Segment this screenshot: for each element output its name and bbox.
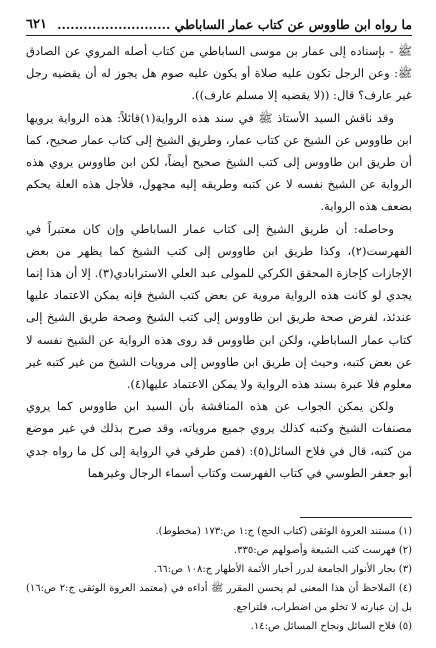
main-text (26, 40, 412, 484)
paragraph: وقد ناقش السيد الأستاذ ﷺ في سند هذه الرواية(١)قائلاً: هذه الرواية يرويها ابن طاووس عن الشيخ عن كتاب عمار، وطريق الشيخ إلى كتاب عمار صحيح، كما أن طريق ابن طاووس إلى كتب الشيخ صحيح أيضاً، لكن ابن طاووس يروي هذه الرواية عن الشيخ نفسه لا عن كتبه وطريقه إليه مجهول، فلأجل هذه العلة يحكم بضعف هذه الرواية. (26, 110, 412, 214)
page-number: ٦٢١ (26, 17, 47, 32)
footnote: (٤) الملاحظ أن هذا المعنى لم يحسن المقرر ﷺ أداءه في (معتمد العروة الوثقى ج:٢ ص:١٦) بل إن عبارته لا تخلو من اضطراب، فلتراجع. (26, 583, 412, 613)
footnote: (٥) فلاح السائل ونجاح المسائل ص:١٤. (250, 621, 412, 632)
footnote: (١) مستند العروة الوثقى (كتاب الحج) ج:١ ص:١٧٣ (مخطوط). (155, 526, 412, 537)
paragraph: وحاصله: أن طريق الشيخ إلى كتاب عمار الساباطي وإن كان معتبراً في الفهرست(٢)، وكذا طريق ابن طاووس إلى كتب الشيخ كما يظهر من بعض الإجازات كإجازة المحقق الكركي للمولى عبد العلي الاسترابادي(٣). إلا أن هذا إنما يجدي لو كانت هذه الرواية مروية عن بعض كتب الشيخ فإنه يمكن الاعتماد عليها عندئذ، لفرض صحة طريق ابن طاووس إلى كتب الشيخ وصحة طريق الشيخ إلى كتاب عمار الساباطي، ولكن ابن طاووس قد روى هذه الرواية عن الشيخ نفسه لا عن بعض كتبه، وحيث إن طريق ابن طاووس إلى مرويات الشيخ من غير كتبه غير معلوم فلا عبرة بسند هذه الرواية ولا يمكن الاعتماد عليها(٤). (26, 221, 412, 392)
footnotes (26, 522, 412, 636)
paragraph: ﷺ - بإسناده إلى عمار بن موسى الساباطي من كتاب أصله المروي عن الصادق ﷺ: وعن الرجل تكون عليه صلاة أو يكون عليه صوم هل يجوز له أن يقضيه رجل غير عارف؟ قال: ((لا يقضيه إلا مسلم عارف)). (26, 44, 412, 103)
paragraph: ولكن يمكن الجواب عن هذه المناقشة بأن السيد ابن طاووس كما يروي مصنفات الشيخ وكتبه كذلك يروي جميع مروياته، وقد صرح بذلك في غير موضع من كتبه، قال في فلاح السائل(٥): (فمن طرقي في الرواية إلى كل ما رواه جدي أبو جعفر الطوسي في كتاب الفهرست وكتاب أسماء الرجال وغيرهما (26, 399, 412, 480)
footnote-divider (300, 517, 412, 518)
footnote: (٢) فهرست كتب الشيعة وأصولهم ص:٣٣٥. (233, 545, 412, 556)
footnote: (٣) بحار الأنوار الجامعة لدرر أخبار الأئمة الأطهار ج:١٠٨ ص:٦٦. (153, 564, 412, 575)
running-title: ما رواه ابن طاووس عن كتاب عمار الساباطي .......................... (57, 17, 412, 32)
page-header (26, 10, 412, 36)
